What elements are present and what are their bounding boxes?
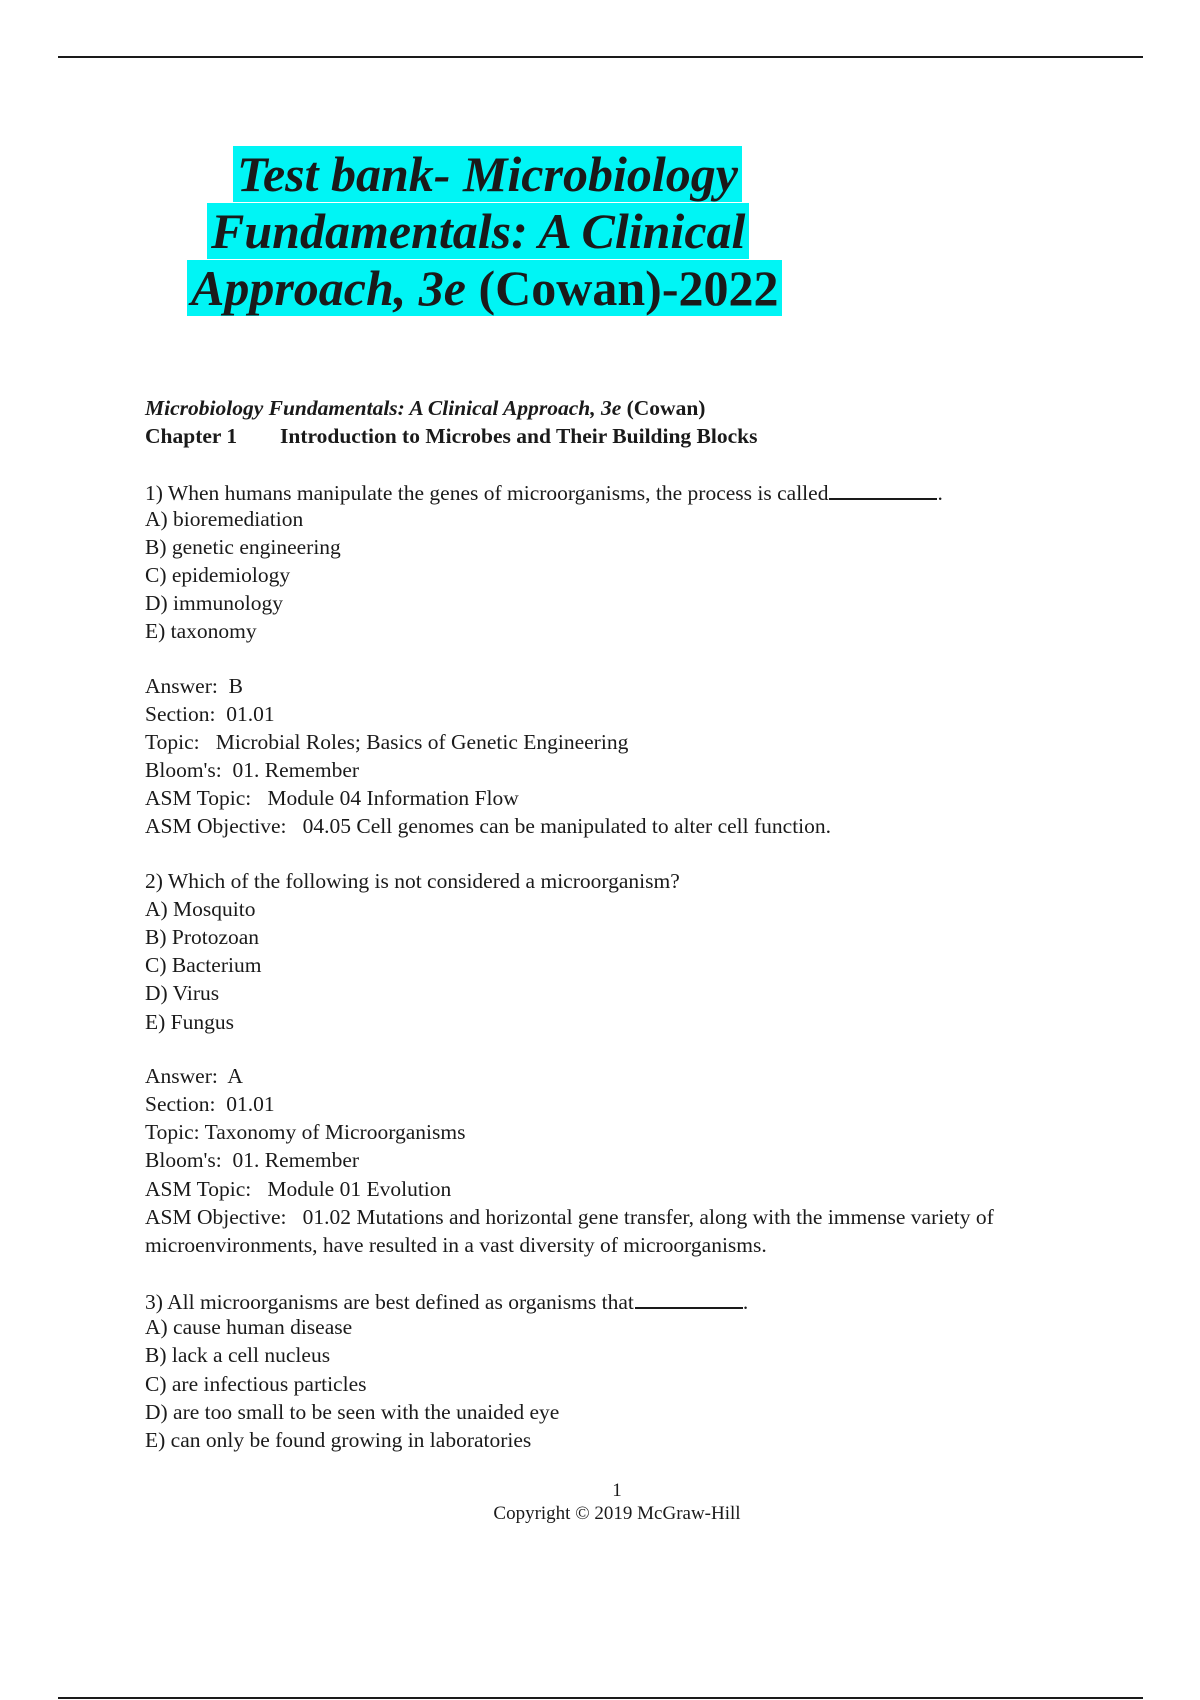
- option: C) epidemiology: [145, 562, 291, 587]
- chapter-label: Chapter 1: [145, 424, 238, 449]
- question-stem: [145, 476, 1105, 504]
- blooms-line: Bloom's: 01. Remember: [145, 758, 360, 783]
- banner-line-3-italic: Approach, 3e: [191, 260, 466, 316]
- banner-line-1: [233, 146, 742, 202]
- option: E) Fungus: [145, 1009, 234, 1034]
- option: A) Mosquito: [145, 896, 256, 921]
- question-stem: [145, 1285, 1105, 1313]
- chapter-heading: [145, 422, 1105, 450]
- option: E) can only be found growing in laboratories: [145, 1428, 532, 1452]
- topic-line: Topic: Microbial Roles; Basics of Genetic Engineering: [145, 729, 629, 754]
- section-line: Section: 01.01: [145, 1091, 275, 1116]
- page-number: 1: [612, 1480, 622, 1501]
- bottom-rule: [58, 1697, 1143, 1699]
- question-3: [145, 1285, 1105, 1454]
- option: E) taxonomy: [145, 619, 257, 644]
- option: C) Bacterium: [145, 953, 262, 978]
- question-stem-text: 3) All microorganisms are best defined as organisms that: [145, 1290, 634, 1315]
- answer-blank: [829, 476, 937, 500]
- blooms-line: Bloom's: 01. Remember: [145, 1148, 360, 1173]
- chapter-title: Introduction to Microbes and Their Building Blocks: [280, 424, 758, 449]
- option: B) Protozoan: [145, 925, 260, 949]
- option: B) genetic engineering: [145, 534, 341, 559]
- banner-line-2: [207, 203, 749, 259]
- option: D) Virus: [145, 981, 220, 1006]
- copyright-notice: Copyright © 2019 McGraw-Hill: [493, 1503, 741, 1524]
- top-rule: [58, 56, 1143, 58]
- option: A) bioremediation: [145, 506, 304, 531]
- document-body: [145, 394, 1105, 1454]
- question-2: [145, 867, 1105, 1259]
- question-stem-text: 1) When humans manipulate the genes of microorganisms, the process is called: [145, 481, 829, 506]
- banner-line-2-text: Fundamentals: A Clinical: [211, 203, 746, 259]
- option: D) are too small to be seen with the unaided eye: [145, 1399, 560, 1424]
- banner-line-1-text: Test bank- Microbiology: [237, 146, 738, 202]
- answer-blank: [635, 1285, 743, 1309]
- question-stem-end: .: [742, 1290, 749, 1315]
- question-1: [145, 476, 1105, 840]
- option: A) cause human disease: [145, 1315, 353, 1340]
- book-title-rest: (Cowan): [621, 396, 706, 420]
- asm-objective-line-continued: microenvironments, have resulted in a vast diversity of microorganisms.: [145, 1232, 767, 1257]
- question-stem: 2) Which of the following is not considered a microorganism?: [145, 868, 680, 893]
- asm-topic-line: ASM Topic: Module 04 Information Flow: [145, 786, 519, 811]
- answer-line: Answer: A: [145, 1063, 243, 1088]
- topic-line: Topic: Taxonomy of Microorganisms: [145, 1120, 466, 1145]
- banner-line-3: [187, 260, 782, 316]
- option: D) immunology: [145, 591, 283, 616]
- option: C) are infectious particles: [145, 1371, 367, 1396]
- asm-objective-line: ASM Objective: 04.05 Cell genomes can be manipulated to alter cell function.: [145, 814, 832, 839]
- option: B) lack a cell nucleus: [145, 1343, 331, 1368]
- answer-line: Answer: B: [145, 673, 243, 698]
- book-title-italic: Microbiology Fundamentals: A Clinical Approach, 3e: [145, 396, 622, 420]
- section-line: Section: 01.01: [145, 701, 275, 726]
- asm-topic-line: ASM Topic: Module 01 Evolution: [145, 1176, 452, 1201]
- banner-line-3-rest: (Cowan)-2022: [466, 260, 779, 316]
- question-stem-end: .: [937, 481, 943, 506]
- asm-objective-line: ASM Objective: 01.02 Mutations and horizontal gene transfer, along with the immense variety of: [145, 1204, 994, 1229]
- book-title: [145, 394, 1105, 422]
